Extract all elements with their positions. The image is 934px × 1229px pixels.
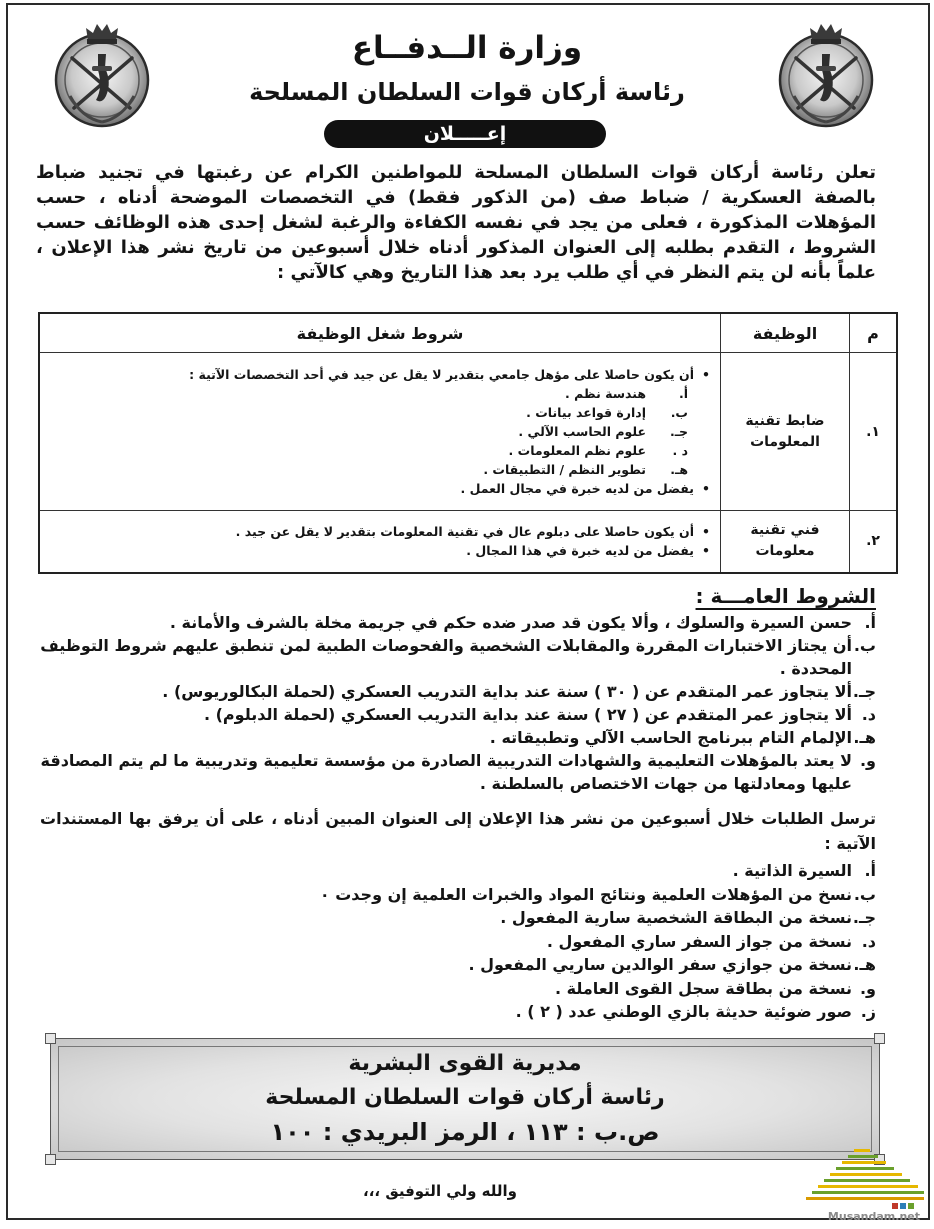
item-letter: ب.: [853, 636, 876, 655]
item-text: حسن السيرة والسلوك ، وألا يكون قد صدر ضده حكم في جريمة مخلة بالشرف والأمانة .: [169, 613, 852, 632]
announcement-banner: إعـــــلان: [324, 120, 606, 148]
item-text: ألا يتجاوز عمر المتقدم عن ( ٣٠ ) سنة عند بداية التدريب العسكري (لحملة البكالوريوس) .: [162, 682, 852, 701]
list-item: [40, 726, 876, 749]
required-documents-list: [40, 859, 876, 1024]
condition-bullet: [48, 522, 710, 541]
intro-paragraph: تعلن رئاسة أركان قوات السلطان المسلحة للمواطنين الكرام عن رغبتها في تجنيد ضباط بالصفة العسكرية / ضباط صف (من الذكور فقط) في التخصصات الموضحة أدناه ، حسب المؤهلات المذكورة ، فعلى من يجد في نفسه الكفاءة والرغبة لشغل إحدى هذه الوظائف حسب الشروط ، التقدم بطلبه إلى العنوان المذكور أدناه خلال أسبوعين من تاريخ نشر هذا الإعلان ، علماً بأنه لن يتم النظر في أي طلب يرد بعد هذا التاريخ وهي كالآتي :: [36, 162, 876, 283]
bullet-icon: •: [702, 367, 710, 382]
list-item: [40, 680, 876, 703]
job-title-cell: [721, 511, 850, 573]
condition-bullet: [48, 365, 710, 384]
ministry-title: وزارة الــدفــاع: [351, 30, 583, 66]
job-title-line: ضابط تقنية: [745, 412, 825, 429]
item-letter: ب.: [853, 884, 876, 904]
bullet-icon: •: [702, 543, 710, 559]
musandam-logo-icon: [796, 1145, 926, 1225]
table-header-row: [39, 313, 897, 353]
condition-text: أن يكون حاصلا على دبلوم عال في تقنية المعلومات بتقدير لا يقل عن جيد .: [235, 524, 694, 540]
specialization-item: [48, 403, 688, 422]
submission-paragraph: ترسل الطلبات خلال أسبوعين من نشر هذا الإعلان إلى العنوان المبين أدناه ، على أن يرفق بها المستندات الآتية :: [40, 809, 876, 853]
table-header-conditions: شروط شغل الوظيفة: [39, 313, 721, 353]
specialization-item: [48, 384, 688, 403]
list-item: [40, 977, 876, 1001]
list-item: [40, 906, 876, 930]
item-letter: هـ.: [853, 728, 876, 747]
postal-address: ص.ب : ١١٣ ، الرمز البريدي : ١٠٠: [270, 1117, 660, 1146]
list-item: [40, 859, 876, 883]
table-header-job: الوظيفة: [721, 313, 850, 353]
item-text: السيرة الذاتية .: [732, 861, 852, 880]
condition-text: يفضل من لديه خبرة في مجال العمل .: [460, 481, 694, 496]
bullet-icon: •: [702, 481, 710, 496]
item-letter: أ.: [864, 613, 876, 632]
job-title-line: معلومات: [755, 543, 815, 560]
list-item: [40, 953, 876, 977]
table-row: [39, 353, 897, 511]
specialization-letter: د .: [672, 443, 688, 458]
item-letter: و.: [859, 751, 876, 770]
item-letter: د.: [861, 931, 876, 951]
specialization-text: هندسة نظم .: [565, 386, 646, 401]
item-text: صور ضوئية حديثة بالزي الوطني عدد ( ٢ ) .: [515, 1002, 852, 1021]
item-letter: و.: [859, 978, 876, 998]
item-text: ألا يتجاوز عمر المتقدم عن ( ٢٧ ) سنة عند بداية التدريب العسكري (لحملة الدبلوم) .: [203, 705, 852, 724]
item-letter: أ.: [864, 861, 876, 880]
general-conditions-heading: الشروط العامـــة :: [695, 584, 876, 608]
specialization-item: [48, 460, 688, 479]
job-conditions-cell: [39, 511, 721, 573]
specialization-text: علوم نظم المعلومات .: [508, 443, 646, 458]
list-item: [40, 1000, 876, 1024]
job-conditions-cell: [39, 353, 721, 511]
item-text: نسخة من بطاقة سجل القوى العاملة .: [554, 978, 852, 998]
item-text: نسخة من جواز السفر ساري المفعول .: [546, 931, 852, 951]
row-number: ٢.: [850, 511, 898, 573]
jobs-table: [38, 312, 898, 574]
item-text: نسخة من جوازي سفر الوالدين ساريي المفعول .: [468, 955, 852, 974]
condition-text: يفضل من لديه خبرة في هذا المجال .: [466, 543, 694, 559]
condition-text: أن يكون حاصلا على مؤهل جامعي بتقدير لا يقل عن جيد في أحد التخصصات الآتية :: [189, 367, 694, 382]
logo-text: Musandam.net: [827, 1210, 920, 1223]
directorate-name: مديرية القوى البشرية: [348, 1050, 582, 1076]
list-item: [40, 749, 876, 795]
specialization-text: إدارة قواعد بيانات .: [526, 405, 646, 420]
department-title: رئاسة أركان قوات السلطان المسلحة: [249, 78, 685, 106]
logo-pyramid-icon: [796, 1145, 926, 1211]
list-item: [40, 930, 876, 954]
list-item: [40, 703, 876, 726]
condition-bullet: [48, 541, 710, 560]
item-text: الإلمام التام ببرنامج الحاسب الآلي وتطبيقاته .: [489, 728, 852, 747]
item-text: نسخ من المؤهلات العلمية ونتائج المواد والخبرات العلمية إن وجدت ٠: [319, 884, 852, 904]
specialization-letter: أ.: [678, 386, 688, 401]
contact-address-box: [50, 1038, 880, 1160]
list-item: [40, 883, 876, 907]
item-text: نسخة من البطاقة الشخصية سارية المفعول .: [500, 908, 852, 927]
condition-bullet: [48, 479, 710, 498]
item-text: أن يجتاز الاختبارات المقررة والمقابلات الشخصية والفحوصات الطبية لمن تنطبق عليهم شروط التوظيف المحددة .: [40, 636, 852, 678]
item-letter: د.: [861, 705, 876, 724]
specialization-letter: هـ.: [670, 462, 688, 477]
box-corner-ornament: [45, 1154, 56, 1165]
item-letter: جـ.: [852, 908, 876, 927]
specialization-letter: جـ.: [669, 424, 688, 439]
list-item: [40, 611, 876, 634]
specialization-item: [48, 441, 688, 460]
specialization-letter: ب.: [670, 405, 688, 420]
table-header-number: م: [850, 313, 898, 353]
list-item: [40, 634, 876, 680]
job-title-line: المعلومات: [750, 433, 820, 450]
bullet-icon: •: [702, 524, 710, 540]
specialization-text: علوم الحاسب الآلي .: [518, 424, 646, 439]
specialization-item: [48, 422, 688, 441]
general-conditions-list: [40, 611, 876, 795]
closing-line: والله ولي التوفيق ،،،: [363, 1181, 517, 1200]
job-title-line: فني تقنية: [750, 522, 820, 539]
item-text: لا يعتد بالمؤهلات التعليمية والشهادات التدريبية الصادرة من مؤسسة تعليمية وتدريبية ما لم يتم المصادقة عليها ومعادلتها من جهات الاختصاص بالسلطنة .: [40, 751, 852, 793]
item-letter: ز.: [860, 1002, 876, 1021]
organization-name: رئاسة أركان قوات السلطان المسلحة: [265, 1084, 665, 1110]
specialization-text: تطوير النظم / التطبيقات .: [483, 462, 646, 477]
row-number: ١.: [850, 353, 898, 511]
table-row: [39, 511, 897, 573]
lower-section: [40, 582, 876, 1204]
item-letter: هـ.: [853, 955, 876, 974]
job-title-cell: [721, 353, 850, 511]
item-letter: جـ.: [852, 682, 876, 701]
